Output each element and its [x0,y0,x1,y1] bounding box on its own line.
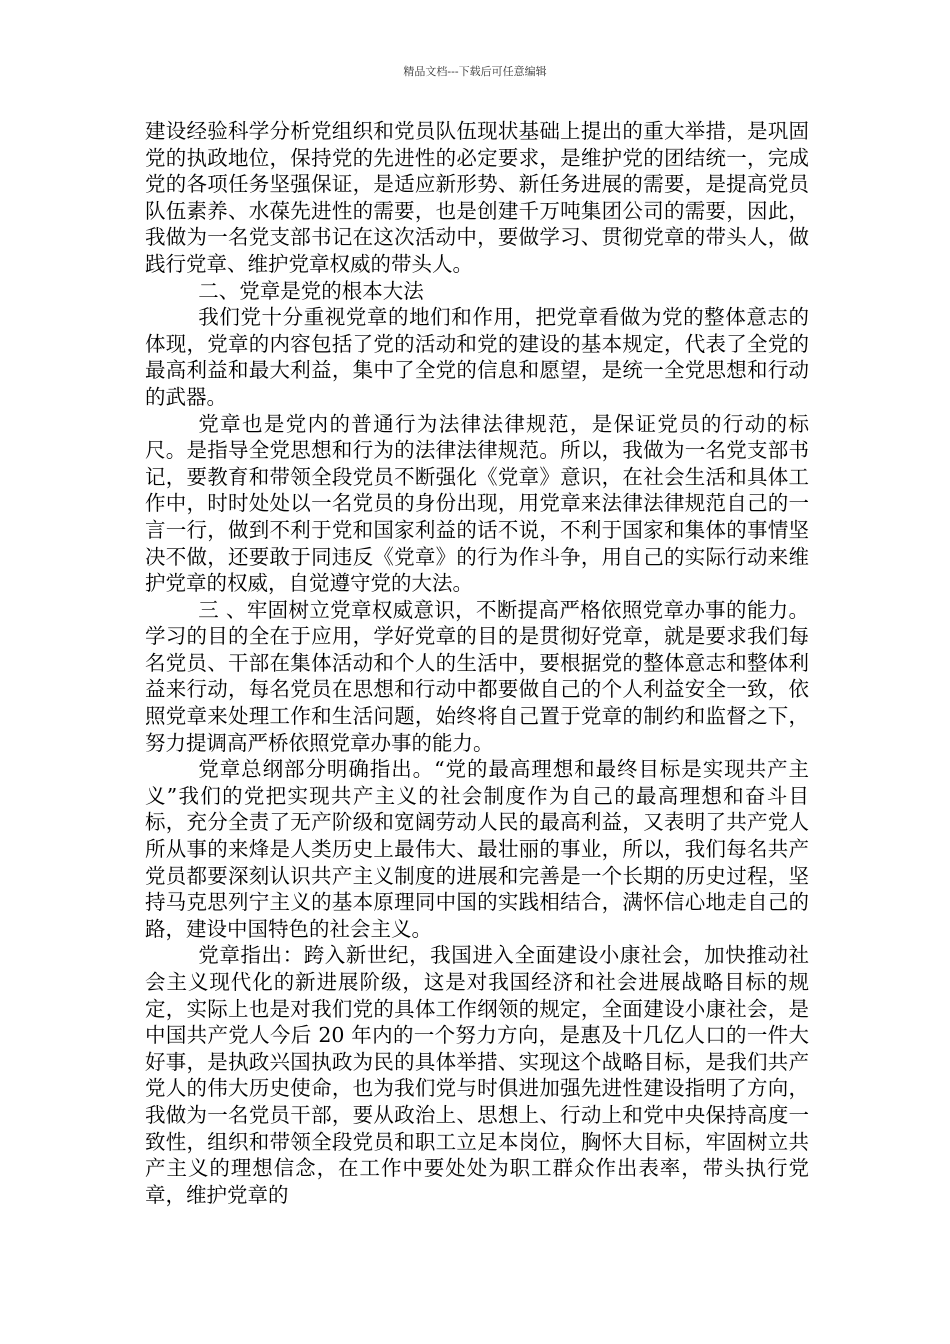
body-paragraph: 党章也是党内的普通行为法律法律规范，是保证党员的行动的标尺。是指导全党思想和行为的法律法律规范。所以，我做为一名党支部书记，要教育和带领全段党员不断强化《党章》意识，在社会生活和具体工作中，时时处处以一名党员的身份出现，用党章来法律法律规范自己的一言一行，做到不利于党和国家利益的话不说，不利于国家和集体的事情坚决不做，还要敢于同违反《党章》的行为作斗争，用自己的实际行动来维护党章的权威，自觉遵守党的大法。 [145,411,809,596]
body-paragraph: 我们党十分重视党章的地们和作用，把党章看做为党的整体意志的体现，党章的内容包括了党的活动和党的建设的基本规定，代表了全党的最高利益和最大利益，集中了全党的信息和愿望，是统一全党思想和行动的武器。 [145,305,809,409]
body-paragraph: 党章指出：跨入新世纪，我国进入全面建设小康社会，加快推动社会主义现代化的新进展阶级，这是对我国经济和社会进展战略目标的规定，实际上也是对我们党的具体工作纲领的规定，全面建设小康社会，是中国共产党人今后 20 年内的一个努力方向，是惠及十几亿人口的一件大好事，是执政兴国执政为民的具体举措、实现这个战略目标，是我们共产党人的伟大历史使命，也为我们党与时俱进加强先进性建设指明了方向，我做为一名党员干部，要从政治上、思想上、行动上和党中央保持高度一致性，组织和带领全段党员和职工立足本岗位，胸怀大目标，牢固树立共产主义的理想信念，在工作中要处处为职工群众作出表率，带头执行党章，维护党章的 [145,943,809,1207]
body-paragraph: 三 、牢固树立党章权威意识，不断提高严格依照党章办事的能力。 学习的目的全在于应用，学好党章的目的是贯彻好党章，就是要求我们每名党员、干部在集体活动和个人的生活中，要根据党的整体意志和整体利益来行动，每名党员在思想和行动中都要做自己的个人利益安全一致，依照党章来处理工作和生活问题，始终将自己置于党章的制约和监督之下，努力提调高严桥依照党章办事的能力。 [145,597,809,755]
page-header: 精品文档---下载后可任意编辑 [403,65,547,78]
body-paragraph: 建设经验科学分析党组织和党员队伍现状基础上提出的重大举措，是巩固党的执政地位，保持党的先进性的必定要求，是维护党的团结统一，完成党的各项任务坚强保证，是适应新形势、新任务进展的需要，是提高党员队伍素养、水葆先进性的需要，也是创建千万吨集团公司的需要，因此，我做为一名党支部书记在这次活动中，要做学习、贯彻党章的带头人，做践行党章、维护党章权威的带头人。 [145,119,809,276]
section-heading: 二、党章是党的根本大法 [198,278,424,303]
body-paragraph: 党章总纲部分明确指出。“党的最高理想和最终目标是实现共产主义”我们的党把实现共产主义的社会制度作为自己的最高理想和奋斗目标，充分全责了无产阶级和宽阔劳动人民的最高利益，又表明了共产党人所从事的来烽是人类历史上最伟大、最壮丽的事业，所以，我们每名共产党员都要深刻认识共产主义制度的进展和完善是一个长期的历史过程，坚持马克思列宁主义的基本原理同中国的实践相结合，满怀信心地走自己的路，建设中国特色的社会主义。 [145,757,809,941]
document-body [145,118,809,1208]
